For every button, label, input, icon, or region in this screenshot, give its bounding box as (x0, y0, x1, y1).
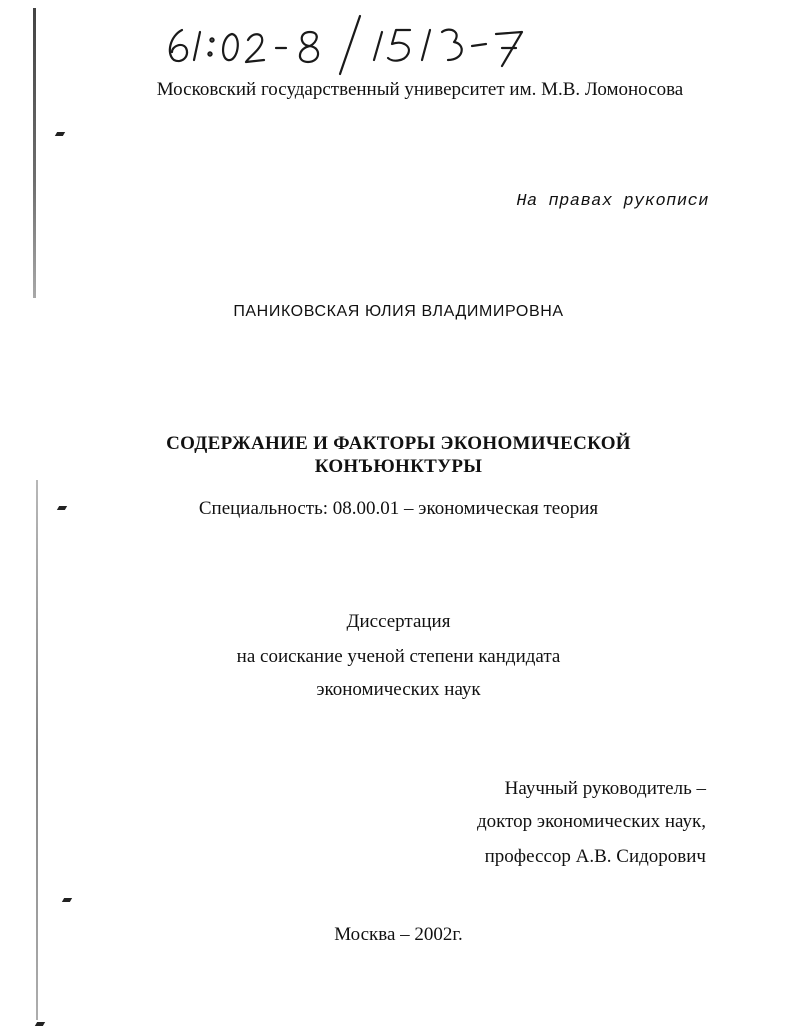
city-year: Москва – 2002г. (334, 924, 463, 945)
scan-edge-upper (33, 8, 36, 298)
manuscript-note: На правах рукописи (516, 192, 709, 211)
supervisor-name: профессор А.В. Сидорович (484, 846, 706, 867)
dissertation-title-line-2: КОНЪЮНКТУРЫ (314, 456, 483, 477)
author-name: ПАНИКОВСКАЯ ЮЛИЯ ВЛАДИМИРОВНА (233, 303, 564, 320)
degree-line-1: на соискание ученой степени кандидата (236, 646, 561, 667)
dissertation-label: Диссертация (346, 611, 451, 632)
specialty: Специальность: 08.00.01 – экономическая теория (198, 498, 599, 519)
handwritten-archive-code (160, 2, 580, 82)
scan-mark (55, 132, 65, 136)
supervisor-role: Научный руководитель – (504, 778, 706, 799)
dissertation-title-line-1: СОДЕРЖАНИЕ И ФАКТОРЫ ЭКОНОМИЧЕСКОЙ (166, 433, 631, 454)
scan-mark (35, 1022, 45, 1026)
university-name: Московский государственный университет им. М.В. Ломоносова (156, 79, 684, 100)
degree-line-2: экономических наук (316, 679, 481, 700)
supervisor-degree: доктор экономических наук, (476, 811, 706, 832)
scan-mark (62, 898, 72, 902)
